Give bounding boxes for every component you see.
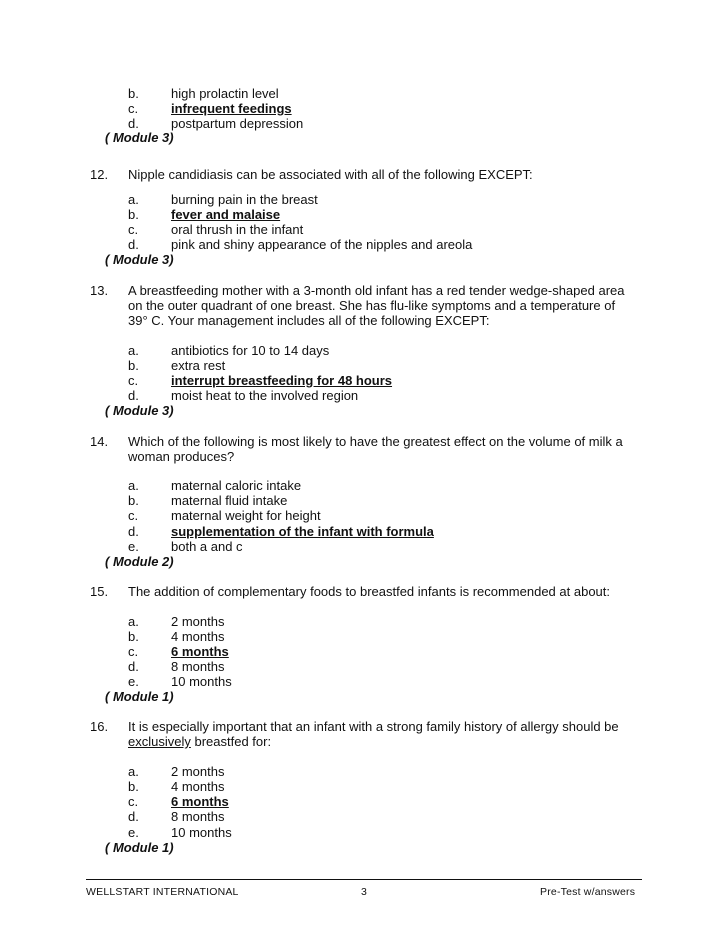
option-text: antibiotics for 10 to 14 days: [171, 343, 330, 358]
correct-answer: 6 months: [171, 794, 229, 809]
option-letter: d.: [128, 388, 139, 403]
option-letter: b.: [128, 358, 139, 373]
option-letter: a.: [128, 343, 139, 358]
option-text: maternal weight for height: [171, 508, 321, 523]
option-letter: c.: [128, 101, 139, 116]
option-letter: b.: [128, 493, 139, 508]
question-text: The addition of complementary foods to breastfed infants is recommended at about:: [128, 584, 610, 599]
option-text: 10 months: [171, 825, 232, 840]
option-letter: c.: [128, 222, 139, 237]
question-text: woman produces?: [128, 449, 235, 464]
correct-answer: infrequent feedings: [171, 101, 292, 116]
module-reference: ( Module 3): [105, 130, 174, 145]
question-text: Which of the following is most likely to have the greatest effect on the volume of milk a: [128, 434, 623, 449]
option-letter: a.: [128, 478, 139, 493]
option-text: 2 months: [171, 764, 225, 779]
option-letter: b.: [128, 86, 139, 101]
question-number: 13.: [90, 283, 109, 298]
option-text: postpartum depression: [171, 116, 304, 131]
module-reference: ( Module 1): [105, 840, 174, 855]
option-text: 10 months: [171, 674, 232, 689]
module-reference: ( Module 2): [105, 554, 174, 569]
option-text: maternal fluid intake: [171, 493, 288, 508]
question-number: 12.: [90, 167, 109, 182]
option-letter: e.: [128, 674, 139, 689]
option-text: 2 months: [171, 614, 225, 629]
question-text-rest: breastfed for:: [190, 734, 272, 749]
module-reference: ( Module 3): [105, 403, 174, 418]
emphasis-underlined: exclusively: [128, 734, 191, 749]
correct-answer: 6 months: [171, 644, 229, 659]
question-text: on the outer quadrant of one breast. She has flu-like symptoms and a temperature of: [128, 298, 616, 313]
option-text: extra rest: [171, 358, 226, 373]
option-text: maternal caloric intake: [171, 478, 302, 493]
option-letter: b.: [128, 207, 139, 222]
option-letter: a.: [128, 192, 139, 207]
question-text: [128, 734, 271, 749]
option-text: 4 months: [171, 779, 225, 794]
option-text: pink and shiny appearance of the nipples and areola: [171, 237, 473, 252]
option-letter: d.: [128, 237, 139, 252]
option-letter: c.: [128, 644, 139, 659]
option-text: 4 months: [171, 629, 225, 644]
option-letter: d.: [128, 809, 139, 824]
footer-left: WELLSTART INTERNATIONAL: [86, 886, 239, 898]
option-letter: e.: [128, 539, 139, 554]
option-letter: e.: [128, 825, 139, 840]
option-letter: a.: [128, 614, 139, 629]
option-text: both a and c: [171, 539, 243, 554]
question-text: It is especially important that an infant with a strong family history of allergy should be: [128, 719, 619, 734]
option-text: oral thrush in the infant: [171, 222, 304, 237]
option-letter: b.: [128, 779, 139, 794]
question-number: 16.: [90, 719, 109, 734]
option-text: moist heat to the involved region: [171, 388, 359, 403]
question-text: A breastfeeding mother with a 3-month old infant has a red tender wedge-shaped area: [128, 283, 625, 298]
option-letter: d.: [128, 524, 139, 539]
option-letter: c.: [128, 508, 139, 523]
question-number: 15.: [90, 584, 109, 599]
option-text: high prolactin level: [171, 86, 279, 101]
option-text: burning pain in the breast: [171, 192, 318, 207]
footer-right: Pre-Test w/answers: [540, 886, 636, 898]
question-number: 14.: [90, 434, 109, 449]
option-letter: a.: [128, 764, 139, 779]
question-text: Nipple candidiasis can be associated with all of the following EXCEPT:: [128, 167, 533, 182]
module-reference: ( Module 1): [105, 689, 174, 704]
option-letter: d.: [128, 659, 139, 674]
correct-answer: fever and malaise: [171, 207, 281, 222]
option-letter: c.: [128, 373, 139, 388]
option-text: 8 months: [171, 659, 225, 674]
option-text: 8 months: [171, 809, 225, 824]
question-text: 39° C. Your management includes all of the following EXCEPT:: [128, 313, 490, 328]
module-reference: ( Module 3): [105, 252, 174, 267]
correct-answer: supplementation of the infant with formula: [171, 524, 434, 539]
page-number: 3: [361, 886, 368, 898]
footer-divider: [86, 879, 642, 880]
option-letter: d.: [128, 116, 139, 131]
option-letter: b.: [128, 629, 139, 644]
correct-answer: interrupt breastfeeding for 48 hours: [171, 373, 393, 388]
option-letter: c.: [128, 794, 139, 809]
